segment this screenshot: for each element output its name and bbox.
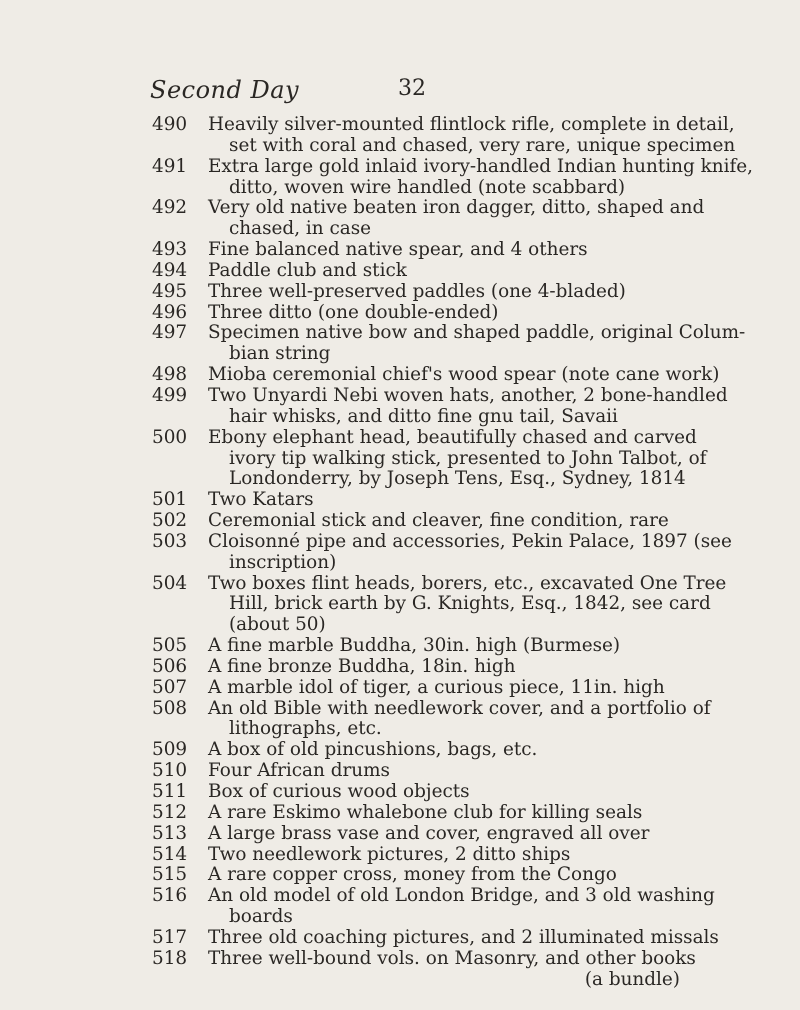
lot-number: 508 [152,697,188,719]
lot-entry [0,845,688,866]
lot-description-line: Three well-preserved paddles (one 4-bladed) [208,280,626,302]
lot-description-line: set with coral and chased, very rare, unique specimen [229,134,736,156]
lot-number: 499 [152,384,188,406]
lot-description-line: A fine marble Buddha, 30in. high (Burmese) [208,635,621,657]
lot-entry [0,803,688,824]
lot-number: 510 [152,760,188,782]
lot-description-line: Box of curious wood objects [208,781,470,802]
lot-number: 517 [152,926,188,948]
lot-entry [0,926,719,949]
lot-entry [0,322,746,365]
lot-number: 513 [152,822,188,844]
lot-entry [0,761,688,782]
lot-description-line: ivory tip walking stick, presented to John Talbot, of [229,447,707,469]
lot-entry [0,636,688,657]
lot-entry [0,240,688,261]
lot-number: 502 [152,510,188,532]
lot-number: 492 [152,197,188,219]
lot-description-line: Four African drums [208,760,390,782]
lot-description-line: Specimen native bow and shaped paddle, original Colum- [208,322,746,344]
lot-entry [0,282,688,303]
lot-number: 516 [152,885,188,907]
lot-description-line: Three well-bound vols. on Masonry, and other books [208,947,696,969]
lot-number: 500 [152,426,188,448]
lot-description-line: Two needlework pictures, 2 ditto ships [208,843,571,865]
lot-description-line: boards [229,906,293,928]
lot-description-line: Fine balanced native spear, and 4 others [208,239,588,261]
lot-description-line: Paddle club and stick [208,259,407,281]
lot-description-line: Londonderry, by Joseph Tens, Esq., Sydney, 1814 [229,468,686,490]
lot-description-line: A large brass vase and cover, engraved all over [208,822,650,844]
lot-number: 491 [152,155,188,177]
lot-entry [0,261,688,282]
lot-number: 494 [152,259,188,281]
lot-description-line: Ceremonial stick and cleaver, fine condition, rare [208,510,669,532]
lot-number: 498 [152,364,188,386]
lot-number: 518 [152,947,188,969]
lot-entry [0,947,696,991]
lot-description-line: Cloisonné pipe and accessories, Pekin Palace, 1897 (see [208,530,732,552]
lot-description-line: Three old coaching pictures, and 2 illuminated missals [208,926,719,948]
lot-description-line: Mioba ceremonial chief's wood spear (note cane work) [208,364,720,386]
lot-entry [0,782,688,803]
lot-number: 490 [152,114,188,135]
lot-description-line: Ebony elephant head, beautifully chased and carved [208,426,697,448]
lot-description-line: Hill, brick earth by G. Knights, Esq., 1842, see card [229,593,711,615]
lot-entry [0,530,732,574]
lot-description-line: Two Katars [208,489,314,511]
lot-description-line: A box of old pincushions, bags, etc. [208,739,538,761]
lot-number: 506 [152,655,188,677]
lot-description-line: Two boxes flint heads, borers, etc., excavated One Tree [208,572,727,594]
lot-entry [0,572,727,637]
lot-entry [0,155,753,199]
lot-description-line: A fine bronze Buddha, 18in. high [208,655,516,677]
lot-entry [0,511,688,532]
lot-entry [0,426,707,491]
lot-number: 512 [152,801,188,823]
lot-description-line: chased, in case [229,218,372,240]
lot-number: 495 [152,280,188,302]
lot-number: 503 [152,530,188,552]
lot-entry [0,384,728,428]
lot-number: 505 [152,635,188,657]
lot-description-line: (a bundle) [584,968,680,990]
lot-description-line: ditto, woven wire handled (note scabbard) [229,176,626,198]
lot-entry [0,114,736,157]
lot-entry [0,740,688,761]
lot-number: 515 [152,864,188,886]
lot-description-line: A rare Eskimo whalebone club for killing seals [208,801,643,823]
lot-description-line: inscription) [229,551,337,573]
lot-entry [0,364,720,386]
lot-entry [0,303,688,324]
lot-number: 501 [152,489,188,511]
lot-description-line: An old model of old London Bridge, and 3 old washing [208,885,715,907]
lot-description-line: Very old native beaten iron dagger, ditto, shaped and [208,197,705,219]
lot-description-line: hair whisks, and ditto fine gnu tail, Savaii [229,405,618,427]
lot-number: 493 [152,239,188,261]
lot-number: 511 [152,781,188,802]
lot-entry [0,865,688,886]
lot-number: 497 [152,322,188,344]
lot-description-line: A rare copper cross, money from the Congo [208,864,617,886]
lot-description-line: Extra large gold inlaid ivory-handled Indian hunting knife, [208,155,753,177]
lot-description-line: An old Bible with needlework cover, and a portfolio of [208,697,711,719]
page-number: 32 [398,76,426,101]
lot-description-line: bian string [229,343,331,365]
lot-description-line: Heavily silver-mounted flintlock rifle, complete in detail, [208,114,735,135]
section-title: Second Day [150,76,300,104]
lot-number: 514 [152,843,188,865]
lot-list [0,115,800,990]
lot-description-line: (about 50) [229,614,326,636]
lot-entry [0,197,705,240]
lot-description-line: A marble idol of tiger, a curious piece, 11in. high [208,676,665,698]
lot-entry [0,824,688,845]
lot-number: 496 [152,301,188,323]
lot-number: 509 [152,739,188,761]
lot-entry [0,490,688,511]
lot-entry [0,697,711,741]
lot-entry [0,657,688,678]
page-header [150,76,710,108]
lot-number: 507 [152,676,188,698]
lot-entry [0,678,688,699]
lot-entry [0,885,715,928]
lot-description-line: Two Unyardi Nebi woven hats, another, 2 bone-handled [208,384,728,406]
lot-number: 504 [152,572,188,594]
lot-description-line: lithographs, etc. [229,718,382,740]
lot-description-line: Three ditto (one double-ended) [208,301,499,323]
